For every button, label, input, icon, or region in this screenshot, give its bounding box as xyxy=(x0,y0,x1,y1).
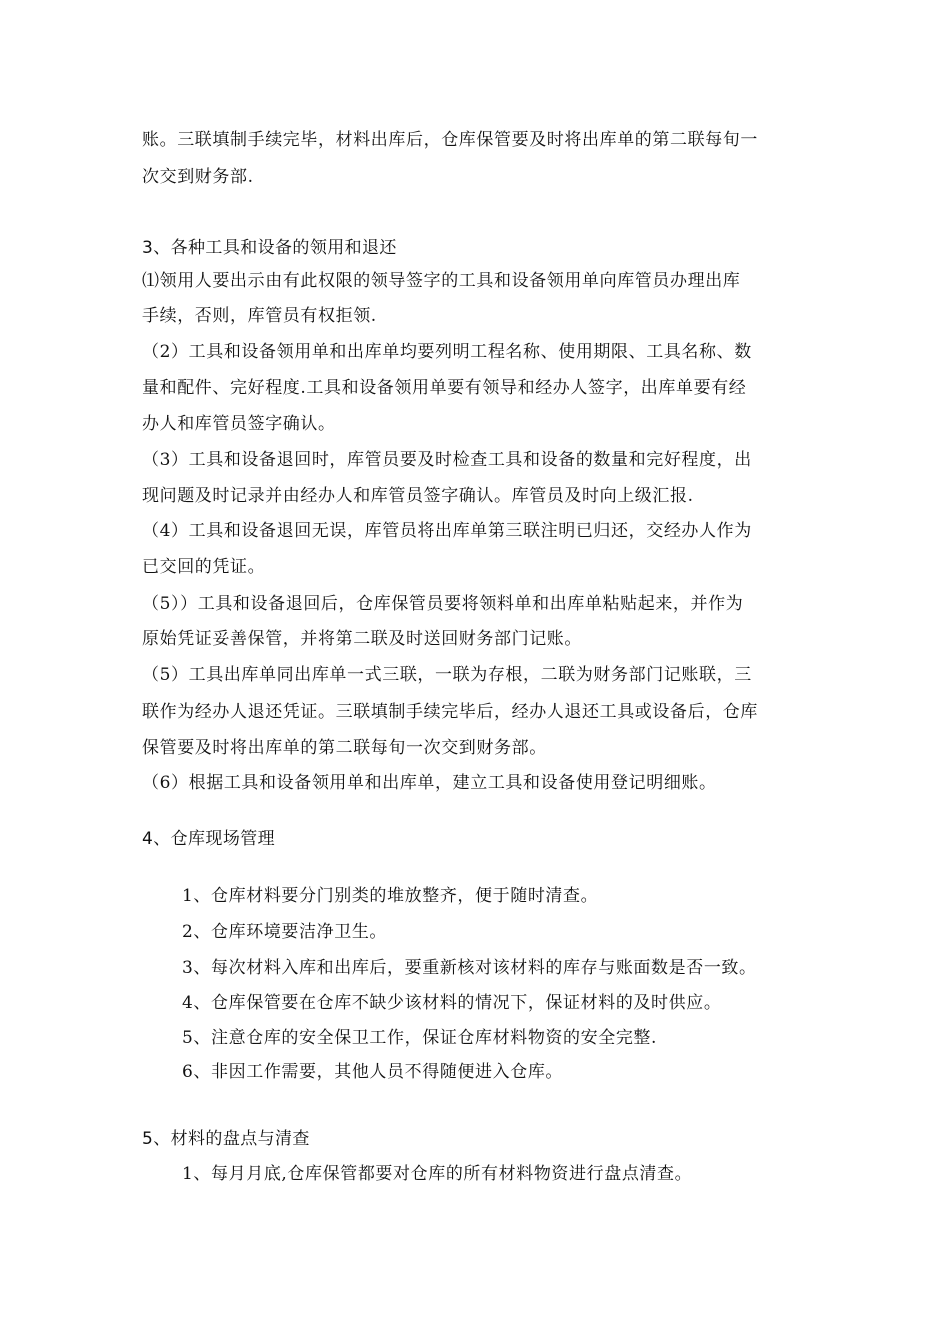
paragraph-line: 联作为经办人退还凭证。三联填制手续完毕后，经办人退还工具或设备后，仓库 xyxy=(142,702,758,722)
paragraph-line: 次交到财务部. xyxy=(142,167,254,187)
list-item: 1、每月月底,仓库保管都要对仓库的所有材料物资进行盘点清查。 xyxy=(182,1164,693,1184)
list-item: 2、仓库环境要洁净卫生。 xyxy=(182,922,388,942)
list-item: 5、注意仓库的安全保卫工作，保证仓库材料物资的安全完整. xyxy=(182,1028,658,1048)
paragraph-line: （2）工具和设备领用单和出库单均要列明工程名称、使用期限、工具名称、数 xyxy=(142,342,752,362)
paragraph-line: 现问题及时记录并由经办人和库管员签字确认。库管员及时向上级汇报. xyxy=(142,486,694,506)
paragraph-line: （3）工具和设备退回时，库管员要及时检查工具和设备的数量和完好程度，出 xyxy=(142,450,752,470)
paragraph-line: 保管要及时将出库单的第二联每旬一次交到财务部。 xyxy=(142,738,547,758)
list-item: 1、仓库材料要分门别类的堆放整齐，便于随时清查。 xyxy=(182,886,599,906)
section-heading: 3、各种工具和设备的领用和退还 xyxy=(142,238,397,258)
list-item: 4、仓库保管要在仓库不缺少该材料的情况下，保证材料的及时供应。 xyxy=(182,993,722,1013)
paragraph-line: 账。三联填制手续完毕，材料出库后，仓库保管要及时将出库单的第二联每旬一 xyxy=(142,130,758,150)
paragraph-line: ⑴领用人要出示由有此权限的领导签字的工具和设备领用单向库管员办理出库 xyxy=(142,271,741,291)
paragraph-line: （4）工具和设备退回无误，库管员将出库单第三联注明已归还，交经办人作为 xyxy=(142,521,752,541)
paragraph-line: （5）工具出库单同出库单一式三联，一联为存根，二联为财务部门记账联，三 xyxy=(142,665,752,685)
paragraph-line: 原始凭证妥善保管，并将第二联及时送回财务部门记账。 xyxy=(142,629,582,649)
paragraph-line: 量和配件、完好程度.工具和设备领用单要有领导和经办人签字，出库单要有经 xyxy=(142,378,747,398)
paragraph-line: （6）根据工具和设备领用单和出库单，建立工具和设备使用登记明细账。 xyxy=(142,773,717,793)
section-heading: 5、材料的盘点与清查 xyxy=(142,1129,310,1149)
list-item: 6、非因工作需要，其他人员不得随便进入仓库。 xyxy=(182,1062,564,1082)
paragraph-line: 办人和库管员签字确认。 xyxy=(142,414,336,434)
paragraph-line: 手续，否则，库管员有权拒领. xyxy=(142,306,377,326)
paragraph-line: （5））工具和设备退回后，仓库保管员要将领料单和出库单粘贴起来，并作为 xyxy=(142,594,744,614)
list-item: 3、每次材料入库和出库后，要重新核对该材料的库存与账面数是否一致。 xyxy=(182,958,757,978)
section-heading: 4、仓库现场管理 xyxy=(142,829,276,849)
paragraph-line: 已交回的凭证。 xyxy=(142,557,266,577)
